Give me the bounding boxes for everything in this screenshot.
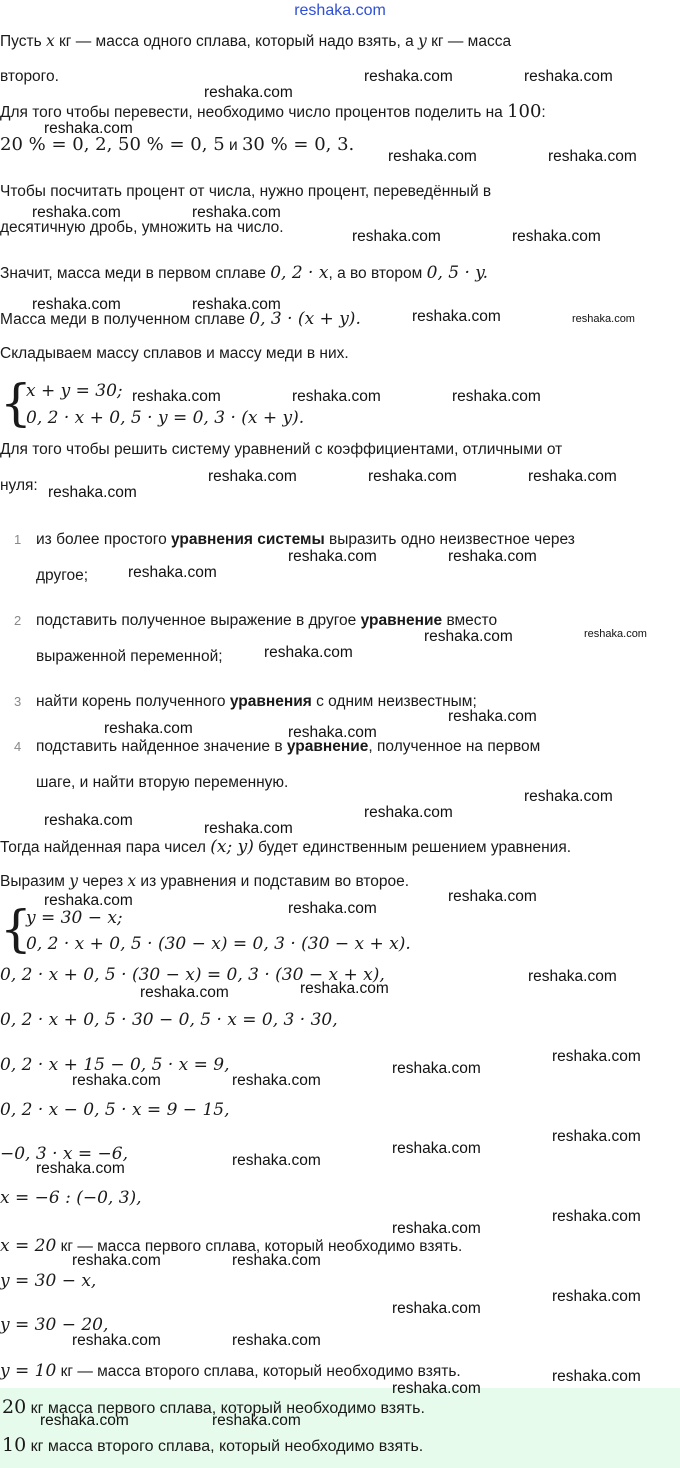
equation-step-3: 0, 2 · x + 15 − 0, 5 · x = 9,	[0, 1055, 230, 1075]
watermark: reshaka.com	[44, 812, 133, 829]
watermark: reshaka.com	[264, 644, 353, 661]
x-result: x = 20 кг — масса первого сплава, который необходимо взять.	[0, 1236, 463, 1256]
percent-values: 20 % = 0, 2, 50 % = 0, 5 и 30 % = 0, 3.	[0, 134, 355, 155]
watermark: reshaka.com	[40, 1412, 129, 1429]
equation-step-4: 0, 2 · x − 0, 5 · x = 9 − 15,	[0, 1100, 230, 1120]
percent-rule: Для того чтобы перевести, необходимо число процентов поделить на 100:	[0, 101, 546, 122]
watermark: reshaka.com	[392, 1300, 481, 1317]
watermark: reshaka.com	[584, 628, 647, 640]
watermark: reshaka.com	[192, 204, 281, 221]
unique-solution-sentence: Тогда найденная пара чисел (x; y) будет единственным решением уравнения.	[0, 837, 572, 857]
watermark: reshaka.com	[388, 148, 477, 165]
watermark: reshaka.com	[128, 564, 217, 581]
watermark: reshaka.com	[424, 628, 513, 645]
watermark: reshaka.com	[140, 984, 229, 1001]
step-number: 1	[14, 532, 22, 547]
step-number: 2	[14, 613, 22, 628]
step-number: 4	[14, 739, 22, 754]
system2-equation-2: 0, 2 · x + 0, 5 · (30 − x) = 0, 3 · (30 − x + x).	[26, 934, 411, 954]
step-4-line-1: подставить найденное значение в уравнение, полученное на первом	[36, 738, 541, 755]
equation-step-1: 0, 2 · x + 0, 5 · (30 − x) = 0, 3 · (30 − x + x),	[0, 965, 385, 985]
intro-line-1: Пусть x кг — масса одного сплава, который надо взять, а y кг — масса	[0, 32, 512, 50]
watermark: reshaka.com	[72, 1332, 161, 1349]
watermark: reshaka.com	[44, 892, 133, 909]
watermark: reshaka.com	[448, 708, 537, 725]
watermark: reshaka.com	[552, 1128, 641, 1145]
watermark: reshaka.com	[392, 1220, 481, 1237]
answer-line-2: 10 кг масса второго сплава, который необходимо взять.	[2, 1434, 424, 1456]
method-intro-line-1: Для того чтобы решить систему уравнений с коэффициентами, отличными от	[0, 441, 563, 458]
copper-mass-result: Масса меди в полученном сплаве 0, 3 · (x + y).	[0, 309, 361, 329]
step-4-line-2: шаге, и найти вторую переменную.	[36, 774, 289, 791]
site-link[interactable]: reshaka.com	[294, 2, 386, 19]
watermark: reshaka.com	[132, 388, 221, 405]
watermark: reshaka.com	[32, 296, 121, 313]
watermark: reshaka.com	[44, 120, 133, 137]
watermark: reshaka.com	[552, 1208, 641, 1225]
step-3-line-1: найти корень полученного уравнения с одним неизвестным;	[36, 693, 477, 710]
method-intro-line-2: нуля:	[0, 477, 38, 494]
watermark: reshaka.com	[552, 1048, 641, 1065]
answer-line-1: 20 кг масса первого сплава, который необходимо взять.	[2, 1396, 425, 1418]
copper-mass-alloys: Значит, масса меди в первом сплаве 0, 2 · x, а во втором 0, 5 · y.	[0, 263, 489, 283]
system1-equation-1: x + y = 30;	[26, 381, 123, 401]
watermark: reshaka.com	[232, 1252, 321, 1269]
watermark: reshaka.com	[412, 308, 501, 325]
y-result: y = 10 кг — масса второго сплава, который необходимо взять.	[0, 1361, 461, 1381]
step-1-line-2: другое;	[36, 567, 89, 584]
system-brace: {	[0, 900, 32, 958]
watermark: reshaka.com	[452, 388, 541, 405]
step-number: 3	[14, 694, 22, 709]
watermark: reshaka.com	[524, 68, 613, 85]
watermark: reshaka.com	[212, 1412, 301, 1429]
watermark: reshaka.com	[204, 84, 293, 101]
watermark: reshaka.com	[288, 900, 377, 917]
watermark: reshaka.com	[208, 468, 297, 485]
watermark: reshaka.com	[392, 1060, 481, 1077]
percent-of-number-line-2: десятичную дробь, умножить на число.	[0, 219, 284, 236]
watermark: reshaka.com	[232, 1072, 321, 1089]
watermark: reshaka.com	[572, 313, 635, 325]
watermark: reshaka.com	[232, 1332, 321, 1349]
watermark: reshaka.com	[524, 788, 613, 805]
system-brace: {	[0, 374, 32, 432]
equation-step-6: x = −6 : (−0, 3),	[0, 1188, 142, 1208]
watermark: reshaka.com	[72, 1072, 161, 1089]
system2-equation-1: y = 30 − x;	[26, 908, 123, 928]
intro-line-2: второго.	[0, 68, 59, 85]
watermark: reshaka.com	[528, 968, 617, 985]
watermark: reshaka.com	[288, 548, 377, 565]
watermark: reshaka.com	[352, 228, 441, 245]
equation-step-2: 0, 2 · x + 0, 5 · 30 − 0, 5 · x = 0, 3 · 30,	[0, 1010, 338, 1030]
step-2-line-2: выраженной переменной;	[36, 648, 223, 665]
watermark: reshaka.com	[512, 228, 601, 245]
watermark: reshaka.com	[364, 68, 453, 85]
watermark: reshaka.com	[32, 204, 121, 221]
watermark: reshaka.com	[72, 1252, 161, 1269]
watermark: reshaka.com	[552, 1288, 641, 1305]
watermark: reshaka.com	[364, 804, 453, 821]
watermark: reshaka.com	[288, 724, 377, 741]
watermark: reshaka.com	[292, 388, 381, 405]
express-sentence: Выразим y через x из уравнения и подставим во второе.	[0, 872, 410, 890]
watermark: reshaka.com	[448, 548, 537, 565]
watermark: reshaka.com	[48, 484, 137, 501]
sum-sentence: Складываем массу сплавов и массу меди в них.	[0, 345, 349, 362]
watermark: reshaka.com	[232, 1152, 321, 1169]
watermark: reshaka.com	[552, 1368, 641, 1385]
watermark: reshaka.com	[392, 1380, 481, 1397]
percent-of-number-line-1: Чтобы посчитать процент от числа, нужно процент, переведённый в	[0, 183, 492, 200]
equation-step-9: y = 30 − 20,	[0, 1315, 109, 1335]
watermark: reshaka.com	[528, 468, 617, 485]
system1-equation-2: 0, 2 · x + 0, 5 · y = 0, 3 · (x + y).	[26, 408, 305, 428]
watermark: reshaka.com	[368, 468, 457, 485]
watermark: reshaka.com	[448, 888, 537, 905]
watermark: reshaka.com	[392, 1140, 481, 1157]
watermark: reshaka.com	[36, 1160, 125, 1177]
watermark: reshaka.com	[548, 148, 637, 165]
step-1-line-1: из более простого уравнения системы выразить одно неизвестное через	[36, 531, 575, 548]
watermark: reshaka.com	[192, 296, 281, 313]
watermark: reshaka.com	[300, 980, 389, 997]
step-2-line-1: подставить полученное выражение в другое уравнение вместо	[36, 612, 498, 629]
watermark: reshaka.com	[104, 720, 193, 737]
watermark: reshaka.com	[204, 820, 293, 837]
equation-step-8: y = 30 − x,	[0, 1271, 97, 1291]
equation-step-5: −0, 3 · x = −6,	[0, 1144, 128, 1164]
